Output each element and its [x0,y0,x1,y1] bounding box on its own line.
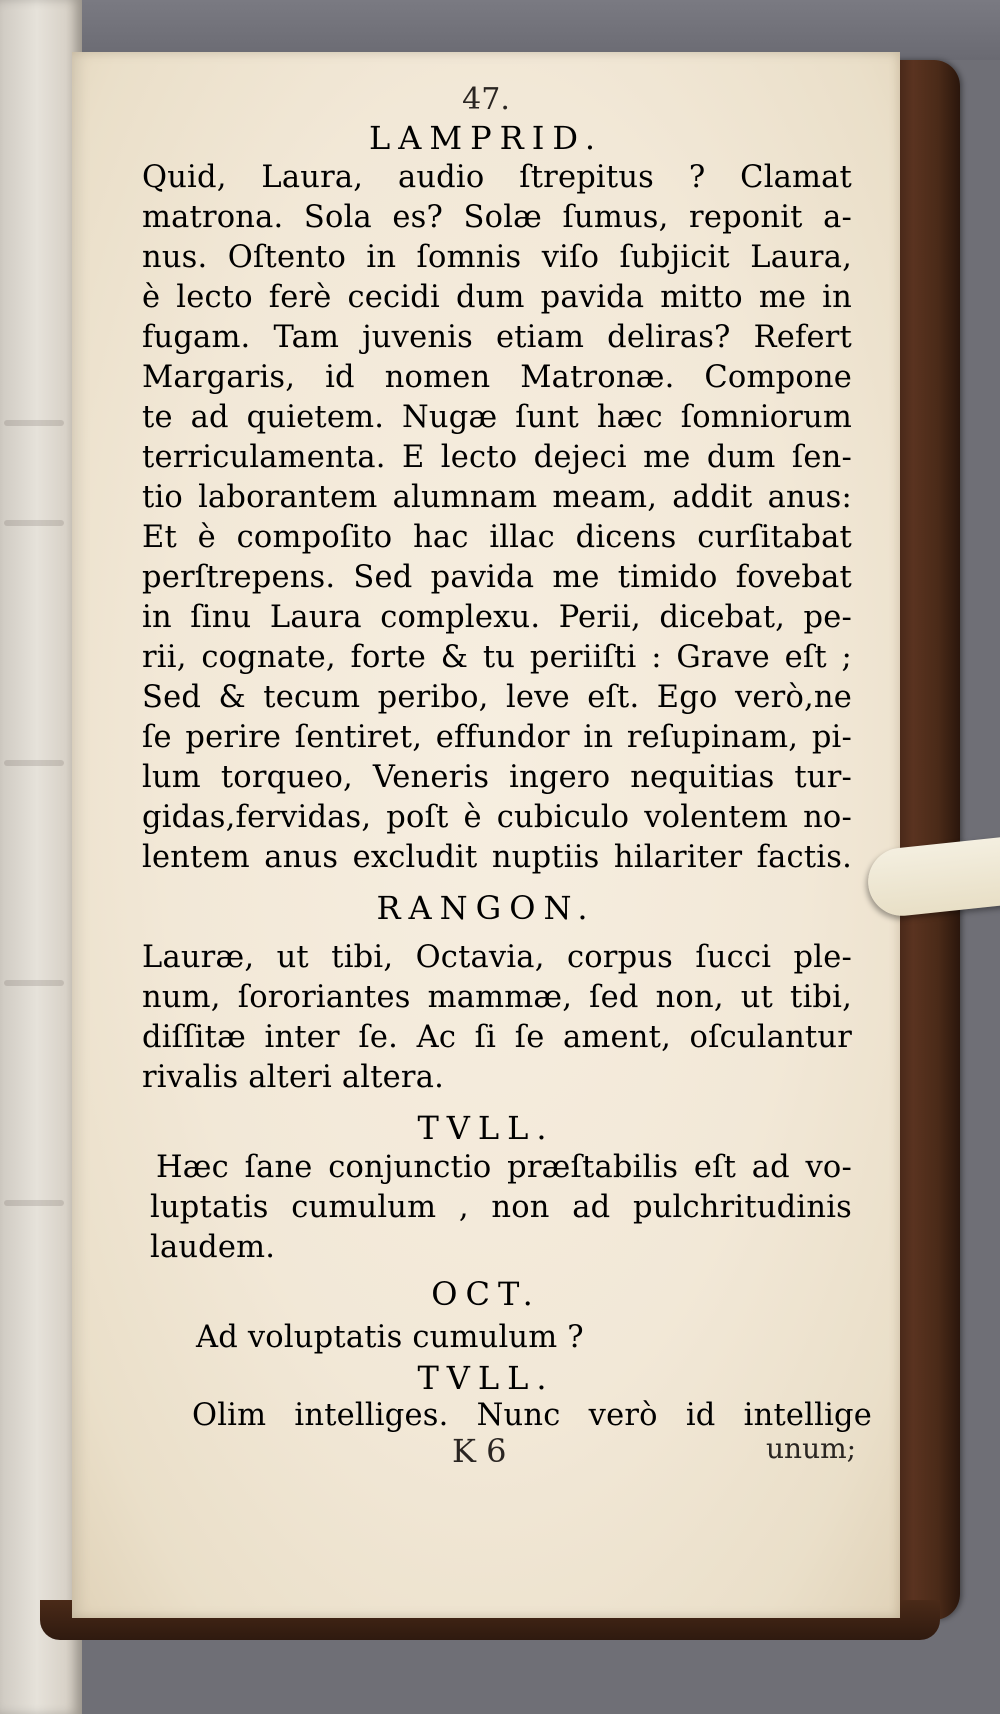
speaker-heading-rangon: RANGON. [376,889,596,927]
catchword: unum; [766,1432,857,1465]
text-line: matrona. Sola es? Solæ ſumus, reponit a- [142,200,852,235]
page-number: 47. [462,82,510,117]
facing-page-edge [0,0,82,1714]
text-line: Olim intelliges. Nunc verò id intellige [192,1398,872,1433]
text-line: rii, cognate, forte & tu periiſti : Grave eſt ; [142,640,852,675]
text-line: Et è compoſito hac illac dicens curſitabat [142,520,852,555]
text-line: Ad voluptatis cumulum ? [196,1320,584,1355]
background [0,0,1000,60]
text-line: terriculamenta. E lecto dejeci me dum ſen- [142,440,852,475]
text-line: fugam. Tam juvenis etiam deliras? Refert [142,320,852,355]
text-line: gidas,fervidas, poſt è cubiculo volentem no- [142,800,852,835]
text-line: laudem. [150,1230,276,1265]
text-line: Margaris, id nomen Matronæ. Compone [142,360,852,395]
text-line: num, ſororiantes mammæ, ſed non, ut tibi, [142,980,852,1015]
text-line: tio laborantem alumnam meam, addit anus: [142,480,852,515]
speaker-heading-oct: OCT. [431,1275,541,1313]
signature-mark: K 6 [452,1432,507,1470]
running-head: LAMPRID. [368,119,604,157]
text-line: Sed & tecum peribo, leve eſt. Ego verò,ne [142,680,852,715]
text-line: diſſitæ inter ſe. Ac ſi ſe ament, oſculantur [142,1020,852,1055]
text-line: lentem anus excludit nuptiis hilariter factis. [142,840,852,875]
speaker-heading-tull: TVLL. [417,1359,555,1397]
text-line: te ad quietem. Nugæ ſunt hæc ſomniorum [142,400,852,435]
text-line: Quid, Laura, audio ſtrepitus ? Clamat [142,160,852,195]
text-line: Hæc ſane conjunctio præſtabilis eſt ad vo- [156,1150,852,1185]
text-line: perſtrepens. Sed pavida me timido fovebat [142,560,852,595]
text-line: in ſinu Laura complexu. Perii, dicebat, pe- [142,600,852,635]
text-line: nus. Oſtento in ſomnis viſo ſubjicit Laura, [142,240,852,275]
text-line: ſe perire ſentiret, effundor in reſupinam, pi- [142,720,852,755]
text-line: luptatis cumulum , non ad pulchritudinis [150,1190,852,1225]
speaker-heading-tull: TVLL. [417,1109,555,1147]
text-line: lum torqueo, Veneris ingero nequitias tur- [142,760,852,795]
text-line: è lecto ferè cecidi dum pavida mitto me in [142,280,852,315]
text-line: rivalis alteri altera. [142,1060,444,1095]
text-line: Lauræ, ut tibi, Octavia, corpus ſucci ple- [142,940,852,975]
